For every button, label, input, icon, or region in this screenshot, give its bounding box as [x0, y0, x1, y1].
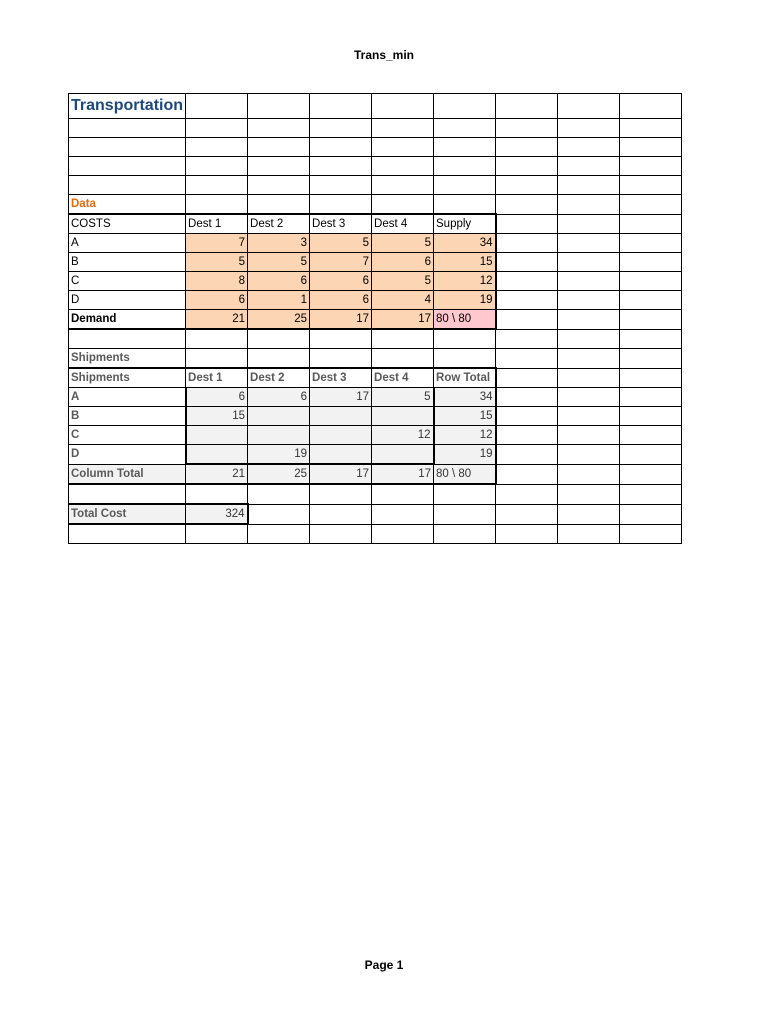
cost-cell[interactable]: 6 [310, 272, 372, 291]
shipments-header-cell[interactable]: Row Total [434, 368, 496, 388]
empty-cell[interactable] [248, 157, 310, 176]
empty-cell[interactable] [372, 329, 434, 349]
empty-cell[interactable] [558, 138, 620, 157]
empty-cell[interactable] [620, 464, 682, 484]
empty-cell[interactable] [496, 349, 558, 369]
empty-cell[interactable] [248, 504, 310, 524]
costs-row [69, 253, 682, 272]
empty-cell[interactable] [248, 138, 310, 157]
empty-cell[interactable] [620, 310, 682, 330]
total-cost-value[interactable]: 324 [186, 504, 248, 524]
empty-cell[interactable] [434, 94, 496, 119]
empty-cell[interactable] [558, 291, 620, 310]
spreadsheet-grid [68, 93, 682, 544]
empty-cell[interactable] [558, 310, 620, 330]
empty-cell[interactable] [186, 484, 248, 504]
empty-cell[interactable] [434, 195, 496, 215]
cost-cell[interactable]: 8 [186, 272, 248, 291]
empty-cell[interactable] [310, 349, 372, 369]
empty-cell[interactable] [558, 234, 620, 253]
empty-cell[interactable] [620, 157, 682, 176]
costs-row-label[interactable]: C [69, 272, 186, 291]
empty-cell[interactable] [496, 94, 558, 119]
empty-cell[interactable] [496, 524, 558, 544]
empty-cell[interactable] [496, 407, 558, 426]
supply-cell[interactable]: 12 [434, 272, 496, 291]
empty-cell[interactable] [310, 329, 372, 349]
empty-cell[interactable] [248, 349, 310, 369]
costs-header-row [69, 214, 682, 234]
shipment-cell[interactable] [310, 426, 372, 445]
column-total-row [69, 464, 682, 484]
cost-cell[interactable]: 5 [310, 234, 372, 253]
row-total-cell[interactable]: 15 [434, 407, 496, 426]
costs-row-label[interactable]: A [69, 234, 186, 253]
empty-cell[interactable] [558, 119, 620, 138]
empty-cell[interactable] [69, 484, 186, 504]
empty-cell[interactable] [620, 253, 682, 272]
cost-cell[interactable]: 6 [310, 291, 372, 310]
demand-cell[interactable]: 17 [372, 310, 434, 330]
empty-cell[interactable] [186, 138, 248, 157]
empty-cell[interactable] [558, 157, 620, 176]
shipment-cell[interactable] [372, 407, 434, 426]
row-total-cell[interactable]: 12 [434, 426, 496, 445]
empty-cell[interactable] [558, 504, 620, 524]
empty-cell[interactable] [558, 329, 620, 349]
empty-cell[interactable] [372, 138, 434, 157]
row-total-cell[interactable]: 34 [434, 388, 496, 407]
column-total-cell[interactable]: 17 [310, 464, 372, 484]
column-total-label[interactable]: Column Total [69, 464, 186, 484]
empty-cell[interactable] [496, 176, 558, 195]
shipment-cell[interactable] [310, 445, 372, 465]
empty-cell[interactable] [496, 464, 558, 484]
shipment-cell[interactable]: 6 [248, 388, 310, 407]
shipments-row [69, 426, 682, 445]
empty-cell[interactable] [186, 176, 248, 195]
empty-cell[interactable] [69, 157, 186, 176]
cost-cell[interactable]: 5 [248, 253, 310, 272]
empty-cell[interactable] [310, 504, 372, 524]
cost-cell[interactable]: 3 [248, 234, 310, 253]
empty-cell[interactable] [434, 157, 496, 176]
empty-cell[interactable] [69, 138, 186, 157]
empty-cell[interactable] [186, 94, 248, 119]
shipments-row-label[interactable]: D [69, 445, 186, 465]
empty-cell[interactable] [310, 157, 372, 176]
shipment-cell[interactable]: 6 [186, 388, 248, 407]
costs-row-label[interactable]: B [69, 253, 186, 272]
empty-cell[interactable] [434, 349, 496, 369]
empty-cell[interactable] [620, 445, 682, 465]
shipments-section-label[interactable]: Shipments [69, 349, 186, 369]
shipments-header-cell[interactable]: Dest 1 [186, 368, 248, 388]
column-total-cell[interactable]: 25 [248, 464, 310, 484]
empty-cell[interactable] [248, 484, 310, 504]
shipments-header-cell[interactable]: Shipments [69, 368, 186, 388]
empty-cell[interactable] [496, 426, 558, 445]
empty-cell[interactable] [620, 234, 682, 253]
total-cost-label[interactable]: Total Cost [69, 504, 186, 524]
shipments-row-label[interactable]: A [69, 388, 186, 407]
empty-cell[interactable] [434, 504, 496, 524]
demand-cell[interactable]: 21 [186, 310, 248, 330]
page-header-title: Trans_min [353, 48, 415, 62]
empty-cell[interactable] [372, 524, 434, 544]
empty-cell[interactable] [310, 176, 372, 195]
empty-cell[interactable] [620, 176, 682, 195]
cost-cell[interactable]: 5 [372, 234, 434, 253]
shipments-row-label[interactable]: C [69, 426, 186, 445]
cost-cell[interactable]: 5 [186, 253, 248, 272]
shipment-cell[interactable]: 17 [310, 388, 372, 407]
shipment-cell[interactable]: 15 [186, 407, 248, 426]
empty-cell[interactable] [310, 119, 372, 138]
shipments-header-cell[interactable]: Dest 2 [248, 368, 310, 388]
empty-cell[interactable] [372, 119, 434, 138]
empty-cell[interactable] [496, 368, 558, 388]
empty-cell[interactable] [496, 329, 558, 349]
empty-cell[interactable] [558, 445, 620, 465]
empty-cell[interactable] [496, 445, 558, 465]
empty-cell[interactable] [558, 195, 620, 215]
empty-cell[interactable] [69, 119, 186, 138]
empty-cell[interactable] [248, 195, 310, 215]
empty-cell[interactable] [434, 484, 496, 504]
empty-cell[interactable] [558, 407, 620, 426]
empty-cell[interactable] [558, 368, 620, 388]
costs-header-cell[interactable]: Dest 1 [186, 214, 248, 234]
empty-cell[interactable] [186, 524, 248, 544]
row-total-cell[interactable]: 19 [434, 445, 496, 465]
shipments-header-row [69, 368, 682, 388]
cost-cell[interactable]: 6 [372, 253, 434, 272]
costs-header-cell[interactable]: COSTS [69, 214, 186, 234]
empty-cell[interactable] [558, 214, 620, 234]
empty-cell[interactable] [558, 253, 620, 272]
supply-demand-balance[interactable]: 80 \ 80 [434, 310, 496, 330]
empty-cell[interactable] [310, 195, 372, 215]
empty-cell[interactable] [496, 291, 558, 310]
empty-cell[interactable] [372, 484, 434, 504]
empty-cell[interactable] [620, 368, 682, 388]
empty-cell[interactable] [558, 349, 620, 369]
empty-cell[interactable] [620, 272, 682, 291]
empty-cell[interactable] [620, 94, 682, 119]
empty-cell[interactable] [186, 329, 248, 349]
empty-cell[interactable] [69, 176, 186, 195]
demand-label[interactable]: Demand [69, 310, 186, 330]
shipment-cell[interactable]: 12 [372, 426, 434, 445]
empty-cell[interactable] [620, 349, 682, 369]
empty-cell[interactable] [620, 138, 682, 157]
empty-cell[interactable] [620, 504, 682, 524]
empty-cell[interactable] [310, 138, 372, 157]
empty-cell[interactable] [558, 176, 620, 195]
empty-cell[interactable] [558, 524, 620, 544]
supply-cell[interactable]: 15 [434, 253, 496, 272]
shipments-row [69, 388, 682, 407]
empty-cell[interactable] [186, 157, 248, 176]
empty-cell[interactable] [310, 94, 372, 119]
empty-cell[interactable] [372, 504, 434, 524]
demand-cell[interactable]: 17 [310, 310, 372, 330]
empty-cell[interactable] [434, 329, 496, 349]
empty-cell[interactable] [558, 94, 620, 119]
empty-cell[interactable] [372, 176, 434, 195]
shipment-cell[interactable]: 19 [248, 445, 310, 465]
empty-cell[interactable] [496, 504, 558, 524]
costs-row [69, 234, 682, 253]
supply-cell[interactable]: 34 [434, 234, 496, 253]
empty-cell[interactable] [620, 329, 682, 349]
costs-row [69, 272, 682, 291]
empty-cell[interactable] [620, 214, 682, 234]
empty-cell[interactable] [434, 176, 496, 195]
empty-cell[interactable] [558, 388, 620, 407]
page-footer-label: Page 1 [364, 958, 404, 972]
empty-cell[interactable] [496, 138, 558, 157]
cost-cell[interactable]: 7 [186, 234, 248, 253]
empty-cell[interactable] [248, 176, 310, 195]
costs-row-label[interactable]: D [69, 291, 186, 310]
empty-cell[interactable] [248, 119, 310, 138]
empty-cell[interactable] [434, 138, 496, 157]
column-total-cell[interactable]: 21 [186, 464, 248, 484]
costs-header-cell[interactable]: Dest 2 [248, 214, 310, 234]
data-section-label[interactable]: Data [69, 195, 186, 215]
empty-cell[interactable] [620, 524, 682, 544]
empty-cell[interactable] [186, 119, 248, 138]
empty-cell[interactable] [434, 524, 496, 544]
empty-cell[interactable] [620, 291, 682, 310]
shipment-cell[interactable] [248, 407, 310, 426]
shipment-cell[interactable]: 5 [372, 388, 434, 407]
costs-header-cell[interactable]: Dest 4 [372, 214, 434, 234]
empty-cell[interactable] [310, 484, 372, 504]
total-cost-row [69, 504, 682, 524]
shipments-row-label[interactable]: B [69, 407, 186, 426]
empty-cell[interactable] [186, 195, 248, 215]
empty-cell[interactable] [372, 349, 434, 369]
empty-cell[interactable] [620, 426, 682, 445]
empty-cell[interactable] [372, 157, 434, 176]
empty-cell[interactable] [620, 119, 682, 138]
empty-cell[interactable] [496, 214, 558, 234]
empty-cell[interactable] [496, 388, 558, 407]
empty-cell[interactable] [620, 388, 682, 407]
empty-cell[interactable] [558, 484, 620, 504]
empty-cell[interactable] [496, 272, 558, 291]
cost-cell[interactable]: 4 [372, 291, 434, 310]
sheet-title[interactable]: Transportation [69, 94, 186, 119]
empty-cell[interactable] [496, 157, 558, 176]
demand-row [69, 310, 682, 330]
empty-cell[interactable] [372, 94, 434, 119]
empty-cell[interactable] [248, 94, 310, 119]
cost-cell[interactable]: 1 [248, 291, 310, 310]
cost-cell[interactable]: 6 [186, 291, 248, 310]
shipment-cell[interactable] [248, 426, 310, 445]
shipment-cell[interactable] [186, 445, 248, 465]
shipments-row [69, 445, 682, 465]
empty-cell[interactable] [69, 329, 186, 349]
empty-cell[interactable] [620, 195, 682, 215]
shipments-header-cell[interactable]: Dest 4 [372, 368, 434, 388]
empty-cell[interactable] [496, 234, 558, 253]
cost-cell[interactable]: 5 [372, 272, 434, 291]
empty-cell[interactable] [434, 119, 496, 138]
shipments-balance[interactable]: 80 \ 80 [434, 464, 496, 484]
empty-cell[interactable] [558, 426, 620, 445]
shipment-cell[interactable] [186, 426, 248, 445]
shipments-header-cell[interactable]: Dest 3 [310, 368, 372, 388]
empty-cell[interactable] [496, 484, 558, 504]
empty-cell[interactable] [558, 272, 620, 291]
empty-cell[interactable] [496, 195, 558, 215]
empty-cell[interactable] [558, 464, 620, 484]
empty-cell[interactable] [496, 310, 558, 330]
shipment-cell[interactable] [372, 445, 434, 465]
empty-cell[interactable] [186, 349, 248, 369]
costs-header-cell[interactable]: Dest 3 [310, 214, 372, 234]
column-total-cell[interactable]: 17 [372, 464, 434, 484]
empty-cell[interactable] [248, 524, 310, 544]
cost-cell[interactable]: 6 [248, 272, 310, 291]
empty-cell[interactable] [620, 407, 682, 426]
empty-cell[interactable] [496, 119, 558, 138]
empty-cell[interactable] [310, 524, 372, 544]
costs-row [69, 291, 682, 310]
empty-cell[interactable] [69, 524, 186, 544]
empty-cell[interactable] [248, 329, 310, 349]
shipment-cell[interactable] [310, 407, 372, 426]
demand-cell[interactable]: 25 [248, 310, 310, 330]
empty-cell[interactable] [496, 253, 558, 272]
cost-cell[interactable]: 7 [310, 253, 372, 272]
empty-cell[interactable] [372, 195, 434, 215]
supply-cell[interactable]: 19 [434, 291, 496, 310]
costs-header-cell[interactable]: Supply [434, 214, 496, 234]
shipments-row [69, 407, 682, 426]
empty-cell[interactable] [620, 484, 682, 504]
